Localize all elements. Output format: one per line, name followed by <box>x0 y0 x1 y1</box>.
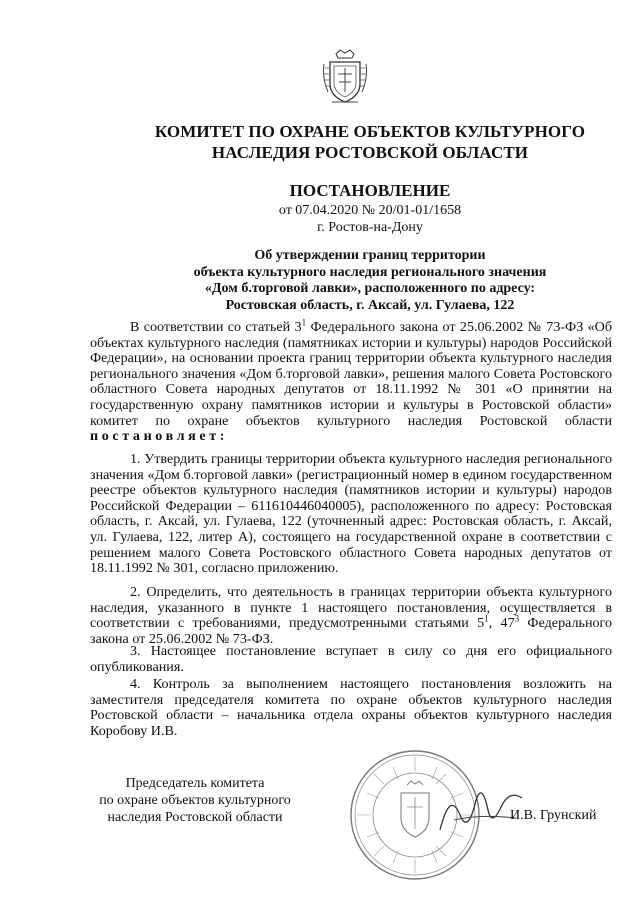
preamble-superscript: 1 <box>301 317 307 328</box>
signatory-position <box>80 775 310 826</box>
document-city: г. Ростов-на-Дону <box>317 220 423 235</box>
subject-line: «Дом б.торговой лавки», расположенного по адресу: <box>204 281 536 296</box>
coat-of-arms-icon <box>322 48 368 106</box>
item2-text-b: , 47 <box>488 615 515 632</box>
preamble-text-a: В соответствии со статьей 3 <box>130 319 302 335</box>
preamble-paragraph <box>90 317 612 445</box>
paragraph-item-3: 3. Настоящее постановление вступает в силу со дня его официального опубликования. <box>90 643 612 675</box>
subject-line: объекта культурного наследия регионального значения <box>193 264 547 280</box>
document-date-number: от 07.04.2020 № 20/01-01/1658 <box>278 203 462 218</box>
committee-title-line1: КОМИТЕТ ПО ОХРАНЕ ОБЪЕКТОВ КУЛЬТУРНОГО <box>154 122 586 141</box>
item2-superscript-2: 3 <box>514 613 520 624</box>
subject-line: Ростовская область, г. Аксай, ул. Гулаева, 122 <box>225 297 515 313</box>
item2-superscript-1: 1 <box>484 613 489 624</box>
paragraph-item-2 <box>90 585 612 647</box>
subject-line: Об утверждении границ территории <box>254 248 486 263</box>
signatory-name: И.В. Грунский <box>510 808 597 823</box>
paragraph-item-4: 4. Контроль за выполнением настоящего постановления возложить на заместителя председателя комитета по охране объектов культурного наследия Ростовской области – начальника отдела охраны объектов культурного наследия Коробову И.В. <box>90 676 612 739</box>
paragraph-item-1: 1. Утвердить границы территории объекта культурного наследия регионального значения «Дом б.торговой лавки» (регистрационный номер в едином государственном реестре объектов культурного наследия (памятников истории и культуры) народов Российской Федерации – 611610446040005), расположенного по адресу: Ростовская область, г. Аксай, ул. Гулаева, 122 (уточненный адрес: Ростовская область, г. Аксай, ул. Гулаева, 122, литер А), состоящего на государственной охране в соответствии с решением малого Совета Ростовского областного Совета народных депутатов от 18.11.1992 № 301, согласно приложению. <box>90 451 612 577</box>
signatory-position-line: наследия Ростовской области <box>107 810 283 825</box>
document-type: ПОСТАНОВЛЕНИЕ <box>289 181 451 200</box>
document-subject <box>140 248 600 314</box>
signatory-position-line: по охране объектов культурного <box>99 793 291 808</box>
item2-text-a: 2. Определить, что деятельность в границах территории объекта культурного наследия, указанного в пункте 1 настоящего постановления, осуществляется в соответствии с требованиями, предусмотренными статьями 5 <box>90 584 612 632</box>
item2-text-c: Федерального закона от 25.06.2002 № 73-ФЗ. <box>90 615 613 647</box>
signatory-position-line: Председатель комитета <box>125 776 265 791</box>
preamble-text-b: Федерального закона от 25.06.2002 № 73-ФЗ «Об объектах культурного наследия (памятниках истории и культуры) народов Российской Федерации», на основании проекта границ территории объекта культурного наследия регионального значения «Дом б.торговой лавки», решения малого Совета Ростовского областного Совета народных депутатов от 18.11.1992 № 301 «О принятии на государственную охрану памятников истории и культуры в Ростовской области» комитет по охране объектов культурного наследия Ростовской области <box>90 319 612 429</box>
resolve-word: постановляет: <box>90 428 229 445</box>
committee-title-line2: НАСЛЕДИЯ РОСТОВСКОЙ ОБЛАСТИ <box>211 143 529 162</box>
